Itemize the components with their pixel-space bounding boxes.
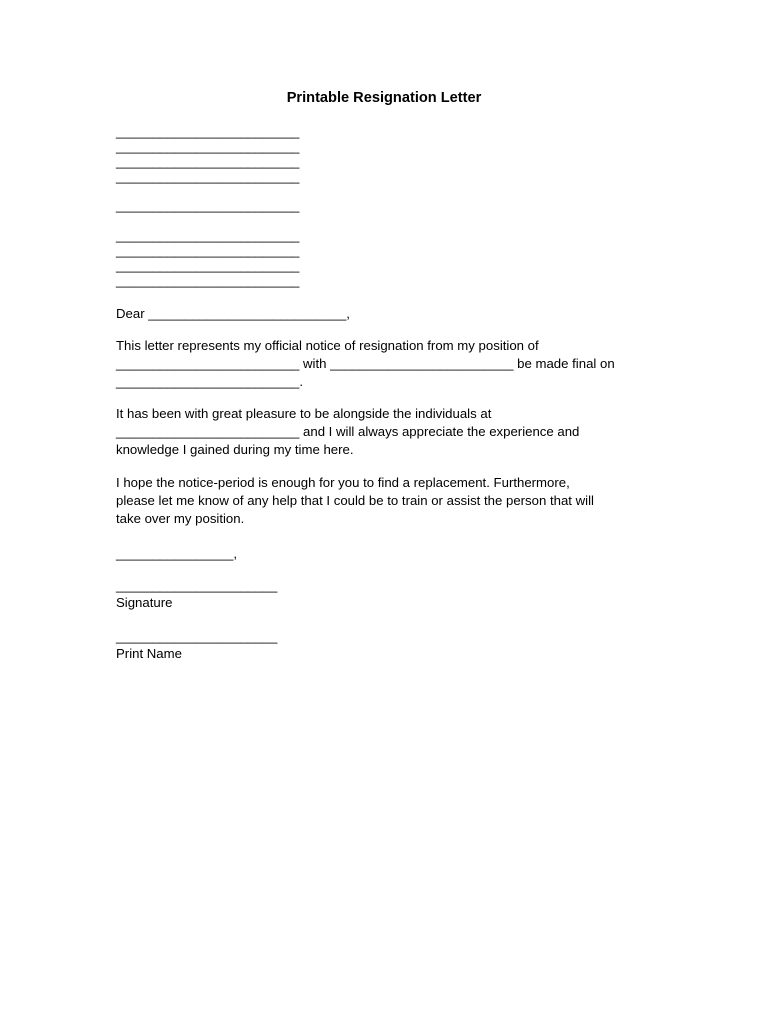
date-line: _________________________	[116, 198, 300, 213]
signature-line: ______________________	[116, 578, 278, 593]
closing-line: ________________,	[116, 546, 238, 561]
sender-address-line: _________________________	[116, 154, 300, 169]
paragraph-notice	[116, 337, 656, 391]
sender-address-line: _________________________	[116, 124, 300, 139]
recipient-address-line: _________________________	[116, 258, 300, 273]
paragraph-line: take over my position.	[116, 511, 245, 526]
recipient-address-line: _________________________	[116, 228, 300, 243]
paragraph-line: I hope the notice-period is enough for you to find a replacement. Furthermore,	[116, 475, 570, 490]
paragraph-line: _________________________.	[116, 374, 304, 389]
print-name-line: ______________________	[116, 629, 278, 644]
document-title: Printable Resignation Letter	[286, 90, 482, 106]
paragraph-replacement	[116, 474, 656, 528]
paragraph-line: please let me know of any help that I could be to train or assist the person that will	[116, 493, 594, 508]
paragraph-line: knowledge I gained during my time here.	[116, 442, 354, 457]
paragraph-line: This letter represents my official notice of resignation from my position of	[116, 338, 539, 353]
recipient-address-line: _________________________	[116, 273, 300, 288]
paragraph-line: _________________________ with _________________________ be made final on	[116, 356, 615, 371]
signature-label: Signature	[116, 595, 173, 610]
paragraph-line: _________________________ and I will always appreciate the experience and	[116, 424, 580, 439]
paragraph-appreciation	[116, 405, 656, 459]
paragraph-line: It has been with great pleasure to be alongside the individuals at	[116, 406, 492, 421]
print-name-label: Print Name	[116, 646, 182, 661]
sender-address-line: _________________________	[116, 139, 300, 154]
sender-address-line: _________________________	[116, 169, 300, 184]
salutation: Dear ___________________________,	[116, 306, 350, 321]
recipient-address-line: _________________________	[116, 243, 300, 258]
